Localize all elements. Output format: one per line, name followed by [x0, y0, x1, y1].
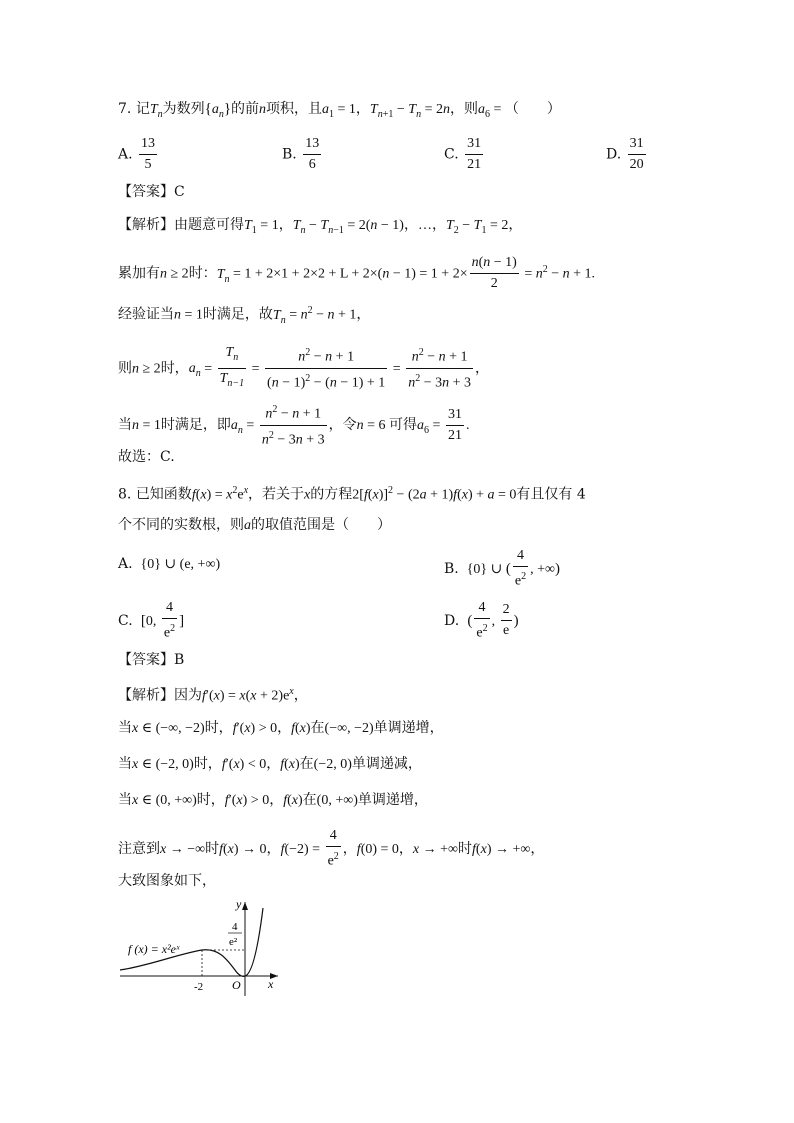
x-axis-label: x	[268, 977, 274, 991]
q8-analysis-line-2: 当x ∈ (−∞, −2)时，f′(x) > 0，f(x)在(−∞, −2)单调递增，	[118, 720, 444, 736]
q8-analysis-line-5: 注意到x → −∞时f(x) → 0，f(−2) = $\frac{4}{e^2}$ ，f(0) = 0，x → +∞时f(x) → +∞，	[118, 828, 545, 869]
q7-option-c[interactable]: C. $\frac{31}{21}$	[444, 136, 482, 172]
max-value-denominator: e²	[229, 936, 238, 948]
q7-option-d[interactable]: D. $\frac{31}{20}$	[606, 136, 644, 172]
y-axis-label: y	[236, 898, 242, 911]
q8-analysis-line-3: 当x ∈ (−2, 0)时，f′(x) < 0，f(x)在(−2, 0)单调递减，	[118, 756, 422, 772]
q8-stem-line-2: 个不同的实数根，则a的取值范围是（ ）	[118, 517, 391, 533]
q8-option-c[interactable]: C. [0, $\frac{4}{e^2}$ ]	[118, 600, 185, 641]
q8-analysis-line-6: 大致图象如下，	[118, 873, 216, 889]
q8-analysis-line-4: 当x ∈ (0, +∞)时，f′(x) > 0，f(x)在(0, +∞)单调递增，	[118, 792, 428, 808]
q8-stem-line-1: 8. 已知函数$f(x) = x^2e^x$，若关于x的方程$2[f(x)]^2 - (2a + 1)f(x) + a = 0$有且仅有 4	[118, 485, 586, 503]
q7-option-b[interactable]: B. $\frac{13}{6}$	[282, 136, 320, 172]
q8-option-a[interactable]: A. {0} ∪ (e, +∞)	[118, 556, 221, 572]
y-axis-arrow-icon	[242, 902, 248, 910]
q7-analysis-line-6: 故选：C.	[118, 449, 175, 465]
q8-option-b[interactable]: B. {0} ∪ ( $\frac{4}{e^2}$ , +∞)	[444, 548, 560, 589]
q7-analysis-line-1: 【解析】由题意可得$T_1 = 1$，$T_n - T_{n-1} = 2(n - 1)$，…，$T_2 - T_1 = 2$，	[118, 217, 523, 236]
origin-label: O	[232, 978, 241, 992]
function-label: f (x) = x²eˣ	[128, 942, 180, 956]
q8-option-d[interactable]: D. ( $\frac{4}{e^2}$ , $\frac{2}{e}$ )	[444, 600, 519, 641]
q7-analysis-line-3: 经验证当n = 1时满足，故$T_n = n^2 - n + 1$，	[118, 305, 371, 326]
q7-option-a[interactable]: A. $\frac{13}{5}$	[118, 136, 156, 172]
q7-analysis-line-2: 累加有n ≥ 2时：$T_n = 1 + 2\times 1 + 2\times 2 + L + 2\times(n - 1) = 1 + 2\times$ $\frac{n(n - 1)}{2}$ = $n^2 - n + 1$.	[118, 255, 596, 291]
q8-answer: 【答案】B	[118, 652, 185, 668]
q8-analysis-line-1: 【解析】因为$f'(x) = x(x + 2)e^x$，	[118, 686, 308, 704]
tick-neg2-label: -2	[194, 981, 204, 993]
function-graph	[118, 898, 288, 998]
q7-stem: 7. 记$T_n$为数列$\{a_n\}$的前n项积，且$a_1 = 1$，$T_{n+1} - T_n = 2n$，则$a_6$ = （ ）	[118, 101, 561, 120]
q7-analysis-line-4: 则n ≥ 2时，$a_n$ = $\frac{T_n}{T_{n-1}}$ = $\frac{n^2 - n + 1}{(n - 1)^2 - (n - 1) + 1}$ = $\frac{n^2 - n + 1}{n^2 - 3n + 3}$ ，	[118, 345, 490, 391]
max-value-numerator: 4	[232, 921, 238, 933]
q7-analysis-line-5: 当n = 1时满足，即$a_n$ = $\frac{n^2 - n + 1}{n^2 - 3n + 3}$ ，令n = 6 可得$a_6$ = $\frac{31}{21}$ .	[118, 400, 469, 450]
q7-answer: 【答案】C	[118, 184, 185, 200]
